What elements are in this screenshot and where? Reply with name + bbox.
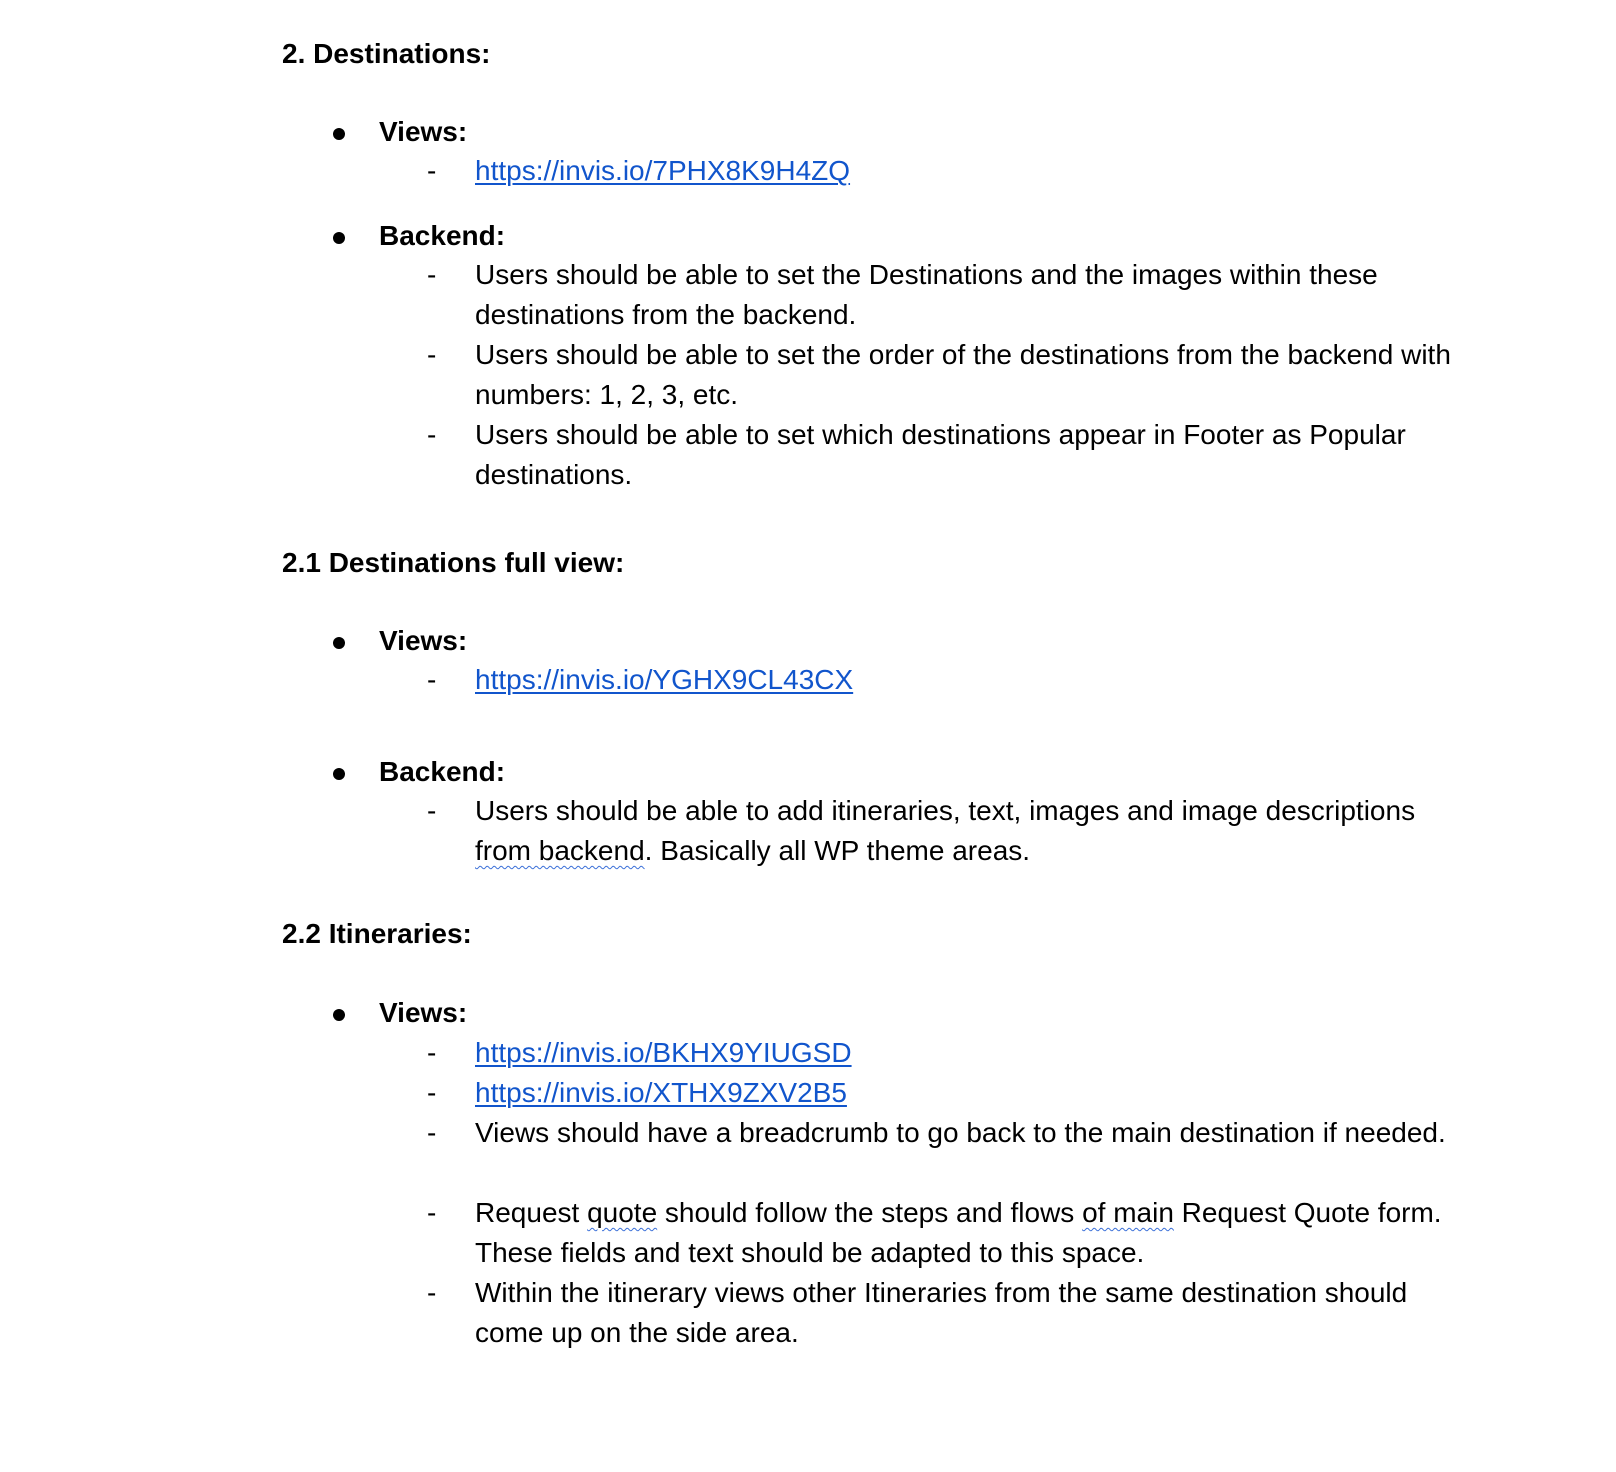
dash-marker: - <box>427 1077 437 1108</box>
itinerary-item-text <box>475 1193 1455 1273</box>
backend-item-text <box>475 791 1455 871</box>
dash-marker: - <box>427 155 437 186</box>
backend-item-text: Users should be able to set the order of the destinations from the backend with numbers: 1, 2, 3, etc. <box>475 339 1451 410</box>
itinerary-link-1[interactable]: https://invis.io/BKHX9YIUGSD <box>475 1037 852 1068</box>
destinations-views-link[interactable]: https://invis.io/7PHX8K9H4ZQ <box>475 155 851 186</box>
bullet-icon <box>333 232 345 244</box>
text-run: Request Quote form. These fields and text should be adapted to this space. <box>475 1197 1442 1268</box>
dash-marker: - <box>427 1117 437 1148</box>
bullet-label-views: Views: <box>379 116 468 147</box>
bullet-label-views: Views: <box>379 625 468 656</box>
backend-item-text: Users should be able to set which destinations appear in Footer as Popular destinations. <box>475 419 1406 490</box>
dash-marker: - <box>427 1197 437 1228</box>
itinerary-link-2[interactable]: https://invis.io/XTHX9ZXV2B5 <box>475 1077 847 1108</box>
bullet-icon <box>333 637 345 649</box>
text-run: should follow the steps and flows <box>657 1197 1083 1228</box>
bullet-icon <box>333 1009 345 1021</box>
spellcheck-flagged-text: of main <box>1082 1197 1174 1228</box>
bullet-icon <box>333 128 345 140</box>
spellcheck-flagged-text: from backend <box>475 835 645 866</box>
backend-item-text: Users should be able to set the Destinations and the images within these destinations from the backend. <box>475 259 1378 330</box>
full-view-views-link[interactable]: https://invis.io/YGHX9CL43CX <box>475 664 854 695</box>
bullet-label-backend: Backend: <box>379 756 506 787</box>
text-run: . Basically all WP theme areas. <box>644 835 1031 866</box>
section-heading-destinations: 2. Destinations: <box>282 38 491 69</box>
spellcheck-flagged-text: quote <box>587 1197 658 1228</box>
bullet-label-views: Views: <box>379 997 468 1028</box>
text-run: Users should be able to add itineraries, text, images and image descriptions <box>475 795 1416 826</box>
section-heading-full-view: 2.1 Destinations full view: <box>282 547 625 578</box>
dash-marker: - <box>427 339 437 370</box>
dash-marker: - <box>427 1037 437 1068</box>
dash-marker: - <box>427 1277 437 1308</box>
section-heading-itineraries: 2.2 Itineraries: <box>282 918 472 949</box>
dash-marker: - <box>427 419 437 450</box>
itinerary-item-text: Views should have a breadcrumb to go back to the main destination if needed. <box>475 1117 1446 1148</box>
text-run: Request <box>475 1197 588 1228</box>
bullet-icon <box>333 768 345 780</box>
dash-marker: - <box>427 664 437 695</box>
dash-marker: - <box>427 795 437 826</box>
bullet-label-backend: Backend: <box>379 220 506 251</box>
itinerary-item-text: Within the itinerary views other Itineraries from the same destination should come up on the side area. <box>475 1277 1408 1348</box>
dash-marker: - <box>427 259 437 290</box>
